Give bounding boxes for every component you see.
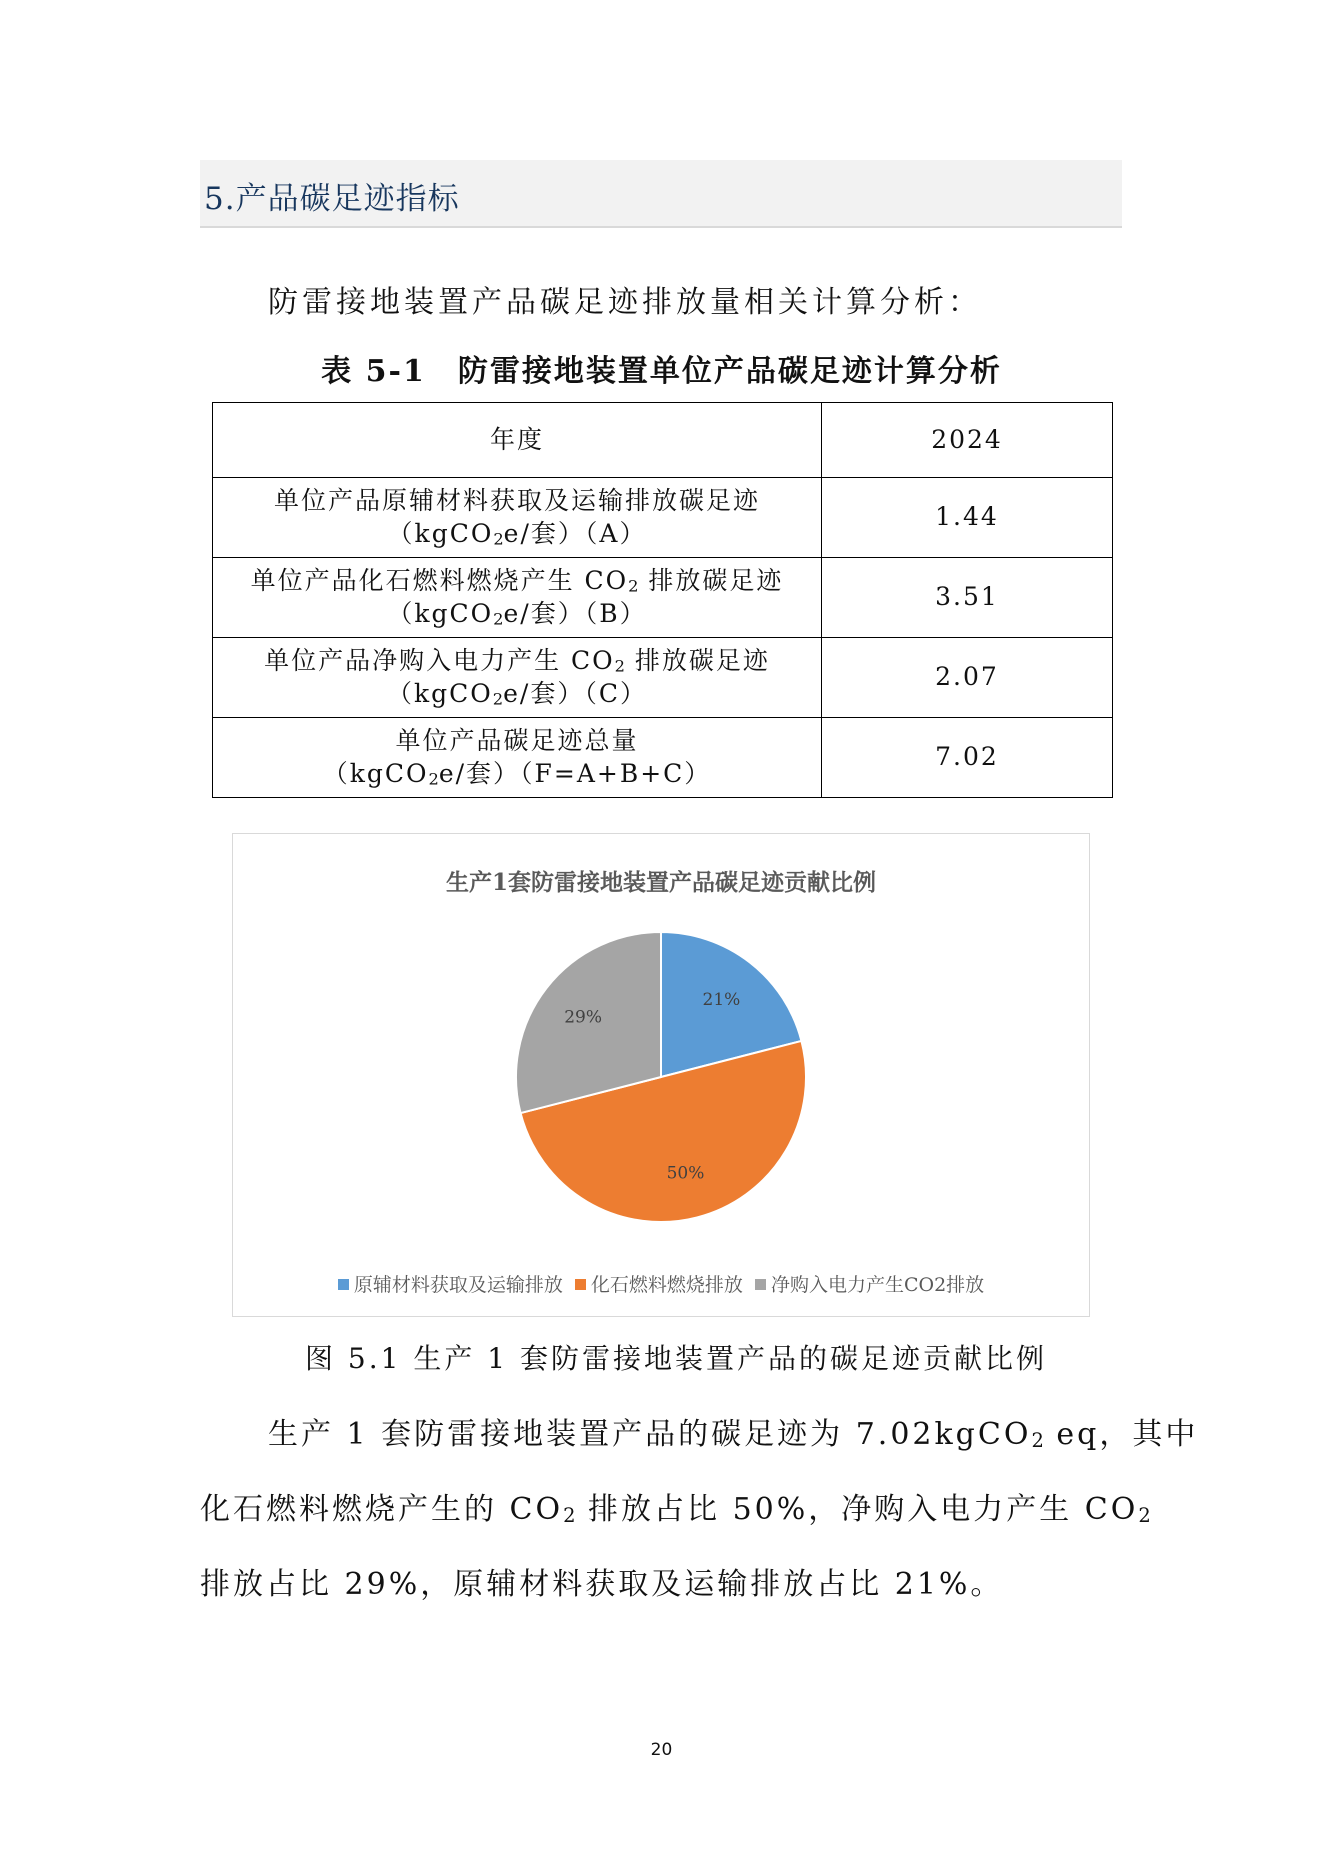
legend-item <box>575 1270 743 1297</box>
pie-chart-frame <box>232 833 1090 1317</box>
row-unit-b: e/套）（B） <box>503 598 647 628</box>
subscript: 2 <box>628 576 639 596</box>
row-value-cell: 1.44 <box>822 478 1113 558</box>
paragraph-text: 生产 1 套防雷接地装置产品的碳足迹为 7.02kgCO <box>268 1417 1032 1452</box>
pie-chart <box>233 834 1089 1316</box>
subscript: 2 <box>492 688 504 708</box>
row-label-b: 排放碳足迹 <box>624 646 770 675</box>
row-value-cell: 3.51 <box>822 558 1113 638</box>
row-label-cell <box>213 638 822 718</box>
legend-swatch <box>575 1279 586 1290</box>
pie-data-label: 21% <box>702 990 741 1011</box>
legend-item <box>755 1270 984 1297</box>
legend-item <box>338 1270 563 1297</box>
table-row <box>213 478 1113 558</box>
chart-legend <box>233 1270 1089 1297</box>
subscript: 2 <box>493 528 504 548</box>
row-label-line1: 单位产品原辅材料获取及运输排放碳足迹 <box>273 486 760 515</box>
legend-swatch <box>755 1279 766 1290</box>
row-label-cell <box>213 718 822 798</box>
carbon-footprint-table <box>212 402 1113 798</box>
pie-data-label: 29% <box>564 1007 602 1028</box>
table-caption: 表 5-1 防雷接地装置单位产品碳足迹计算分析 <box>321 354 1002 389</box>
header-year-cell: 2024 <box>822 403 1113 478</box>
legend-label: 化石燃料燃烧排放 <box>590 1274 743 1296</box>
header-label-cell: 年度 <box>213 403 822 478</box>
row-label-cell <box>213 478 822 558</box>
table-header-row <box>213 403 1113 478</box>
legend-label: 原辅材料获取及运输排放 <box>353 1274 563 1296</box>
section-header-bar <box>200 160 1122 228</box>
row-unit-a: （kgCO <box>387 598 494 628</box>
row-value-cell: 7.02 <box>822 718 1113 798</box>
intro-text: 防雷接地装置产品碳足迹排放量相关计算分析： <box>268 285 982 320</box>
subscript: 2 <box>614 656 625 676</box>
row-unit-b: e/套）（C） <box>503 678 647 708</box>
table-row <box>213 558 1113 638</box>
paragraph-line <box>200 1475 1151 1550</box>
row-unit-a: （kgCO <box>387 518 494 548</box>
legend-swatch <box>338 1279 349 1290</box>
row-label-b: 排放碳足迹 <box>638 566 784 595</box>
section-title: 5.产品碳足迹指标 <box>204 181 460 217</box>
row-label-a: 单位产品化石燃料燃烧产生 CO <box>250 566 629 595</box>
row-unit-b: e/套）（F=A+B+C） <box>438 758 712 788</box>
subscript: 2 <box>563 1503 576 1527</box>
summary-paragraph <box>200 1400 1199 1619</box>
subscript: 2 <box>1138 1503 1151 1527</box>
row-unit-b: e/套）（A） <box>503 518 647 548</box>
subscript: 2 <box>493 608 504 628</box>
subscript: 2 <box>1031 1428 1044 1452</box>
legend-label: 净购入电力产生CO2排放 <box>770 1274 985 1296</box>
paragraph-text: 排放占比 50%，净购入电力产生 CO <box>575 1491 1139 1527</box>
page-number: 20 <box>650 1740 673 1760</box>
row-label-cell <box>213 558 822 638</box>
table-row <box>213 638 1113 718</box>
chart-title: 生产1套防雷接地装置产品碳足迹贡献比例 <box>445 869 876 896</box>
paragraph-text: eq，其中 <box>1043 1417 1199 1452</box>
subscript: 2 <box>428 768 439 788</box>
paragraph-text: 化石燃料燃烧产生的 CO <box>200 1491 564 1527</box>
row-label-a: 单位产品净购入电力产生 CO <box>264 646 615 675</box>
row-value-cell: 2.07 <box>822 638 1113 718</box>
figure-caption: 图 5.1 生产 1 套防雷接地装置产品的碳足迹贡献比例 <box>305 1342 1047 1375</box>
paragraph-line: 排放占比 29%，原辅材料获取及运输排放占比 21%。 <box>200 1566 1004 1602</box>
row-label-line1: 单位产品碳足迹总量 <box>395 726 639 755</box>
row-unit-a: （kgCO <box>322 758 429 788</box>
pie-data-label: 50% <box>666 1163 705 1184</box>
row-unit-a: （kgCO <box>387 678 493 708</box>
table-row <box>213 718 1113 798</box>
paragraph-line <box>200 1400 1199 1475</box>
